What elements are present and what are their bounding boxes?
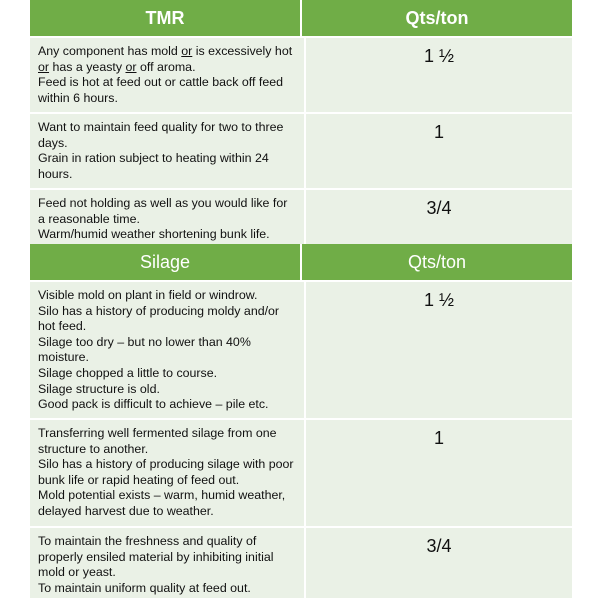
condition-line: or has a yeasty or off aroma. bbox=[38, 59, 196, 74]
condition-line: Want to maintain feed quality for two to three bbox=[38, 120, 284, 134]
condition-line: properly ensiled material by inhibiting initial bbox=[38, 549, 274, 564]
condition-line: Feed is hot at feed out or cattle back off feed bbox=[38, 75, 283, 90]
silage-header-qty: Qts/ton bbox=[407, 251, 467, 272]
table-row bbox=[30, 188, 572, 244]
condition-line: To maintain uniform quality at feed out. bbox=[38, 580, 251, 595]
condition-line: hours. bbox=[38, 166, 73, 181]
underlined-or: or bbox=[38, 59, 50, 74]
condition-cell bbox=[30, 38, 306, 112]
condition-line: structure to another. bbox=[38, 441, 149, 456]
qty-cell: 1 bbox=[433, 122, 444, 142]
condition-line: Silo has a history of producing silage with poor bbox=[38, 457, 294, 472]
silage-header-label: Silage bbox=[30, 244, 302, 280]
qty-cell: 1 ½ bbox=[423, 290, 455, 310]
condition-line: moisture. bbox=[38, 350, 89, 365]
silage-header-row bbox=[30, 244, 572, 280]
condition-line: Transferring well fermented silage from one bbox=[38, 426, 277, 440]
qty-cell: 1 ½ bbox=[423, 46, 455, 66]
condition-line: Warm/humid weather shortening bunk life. bbox=[38, 227, 270, 242]
condition-line: Silage chopped a little to course. bbox=[38, 365, 218, 380]
condition-cell bbox=[30, 282, 306, 418]
condition-line: bunk life or rapid heating of feed out. bbox=[38, 472, 240, 487]
table-row bbox=[30, 280, 572, 418]
qty-cell: 3/4 bbox=[426, 198, 452, 218]
condition-line: hot feed. bbox=[38, 319, 87, 334]
condition-line: delayed harvest due to weather. bbox=[38, 503, 214, 518]
qty-cell: 3/4 bbox=[426, 536, 452, 556]
tmr-section bbox=[30, 0, 572, 244]
condition-line: Feed not holding as well as you would like for bbox=[38, 196, 288, 210]
tmr-header-row bbox=[30, 0, 572, 36]
condition-line: Any component has mold or is excessively hot bbox=[38, 44, 293, 58]
condition-cell bbox=[30, 420, 306, 526]
table-row bbox=[30, 112, 572, 188]
condition-line: mold or yeast. bbox=[38, 565, 116, 580]
condition-line: within 6 hours. bbox=[38, 90, 118, 105]
tmr-header-qty: Qts/ton bbox=[405, 7, 469, 28]
feed-treatment-table bbox=[30, 0, 572, 598]
table-row bbox=[30, 36, 572, 112]
condition-cell bbox=[30, 528, 306, 598]
condition-line: Silage too dry – but no lower than 40% bbox=[38, 334, 251, 349]
table-row bbox=[30, 418, 572, 526]
condition-line: Mold potential exists – warm, humid weather, bbox=[38, 488, 286, 503]
condition-line: a reasonable time. bbox=[38, 211, 140, 226]
underlined-or: or bbox=[181, 44, 193, 58]
qty-cell: 1 bbox=[433, 428, 444, 448]
condition-line: Silage structure is old. bbox=[38, 381, 160, 396]
condition-line: days. bbox=[38, 135, 68, 150]
condition-line: Visible mold on plant in field or windrow. bbox=[38, 288, 258, 302]
silage-section bbox=[30, 244, 572, 598]
underlined-or: or bbox=[125, 59, 137, 74]
table-row bbox=[30, 526, 572, 598]
condition-cell bbox=[30, 114, 306, 188]
condition-line: Good pack is difficult to achieve – pile etc. bbox=[38, 397, 269, 412]
tmr-header-label: TMR bbox=[30, 0, 302, 36]
condition-line: Grain in ration subject to heating within 24 bbox=[38, 151, 269, 166]
condition-line: Silo has a history of producing moldy and/or bbox=[38, 303, 280, 318]
condition-cell bbox=[30, 190, 306, 244]
condition-line: To maintain the freshness and quality of bbox=[38, 534, 257, 548]
